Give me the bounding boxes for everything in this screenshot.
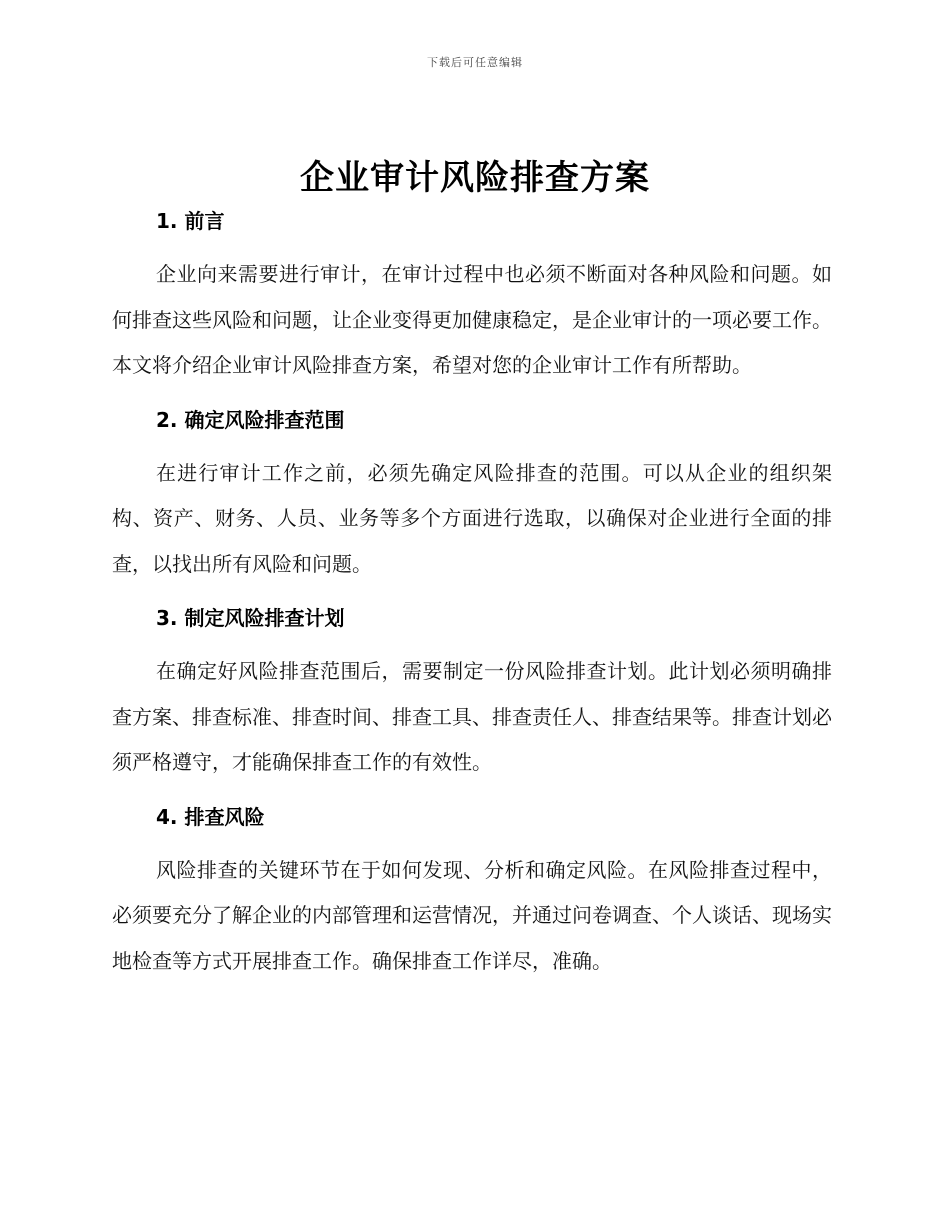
section-heading: 3. 制定风险排查计划 [156,606,345,630]
section-plan [112,599,832,786]
header-note: 下载后可任意编辑 [427,56,523,69]
document-content [112,202,832,984]
section-paragraph: 在进行审计工作之前，必须先确定风险排查的范围。可以从企业的组织架构、资产、财务、人员、业务等多个方面进行选取，以确保对企业进行全面的排查，以找出所有风险和问题。 [112,460,832,576]
section-scope [112,401,832,588]
section-preface [112,202,832,389]
section-heading: 1. 前言 [156,209,225,233]
section-heading: 2. 确定风险排查范围 [156,407,345,432]
section-paragraph: 风险排查的关键环节在于如何发现、分析和确定风险。在风险排查过程中，必须要充分了解企业的内部管理和运营情况，并通过问卷调查、个人谈话、现场实地检查等方式开展排查工作。确保排查工作详尽，准确。 [112,857,832,973]
section-heading: 4. 排查风险 [156,804,265,829]
section-paragraph: 在确定好风险排查范围后，需要制定一份风险排查计划。此计划必须明确排查方案、排查标准、排查时间、排查工具、排查责任人、排查结果等。排查计划必须严格遵守，才能确保排查工作的有效性。 [112,659,832,774]
section-paragraph: 企业向来需要进行审计，在审计过程中也必须不断面对各种风险和问题。如何排查这些风险和问题，让企业变得更加健康稳定，是企业审计的一项必要工作。本文将介绍企业审计风险排查方案，希望对您的企业审计工作有所帮助。 [112,262,832,377]
document-title: 企业审计风险排查方案 [300,158,650,198]
section-investigation [112,798,832,985]
